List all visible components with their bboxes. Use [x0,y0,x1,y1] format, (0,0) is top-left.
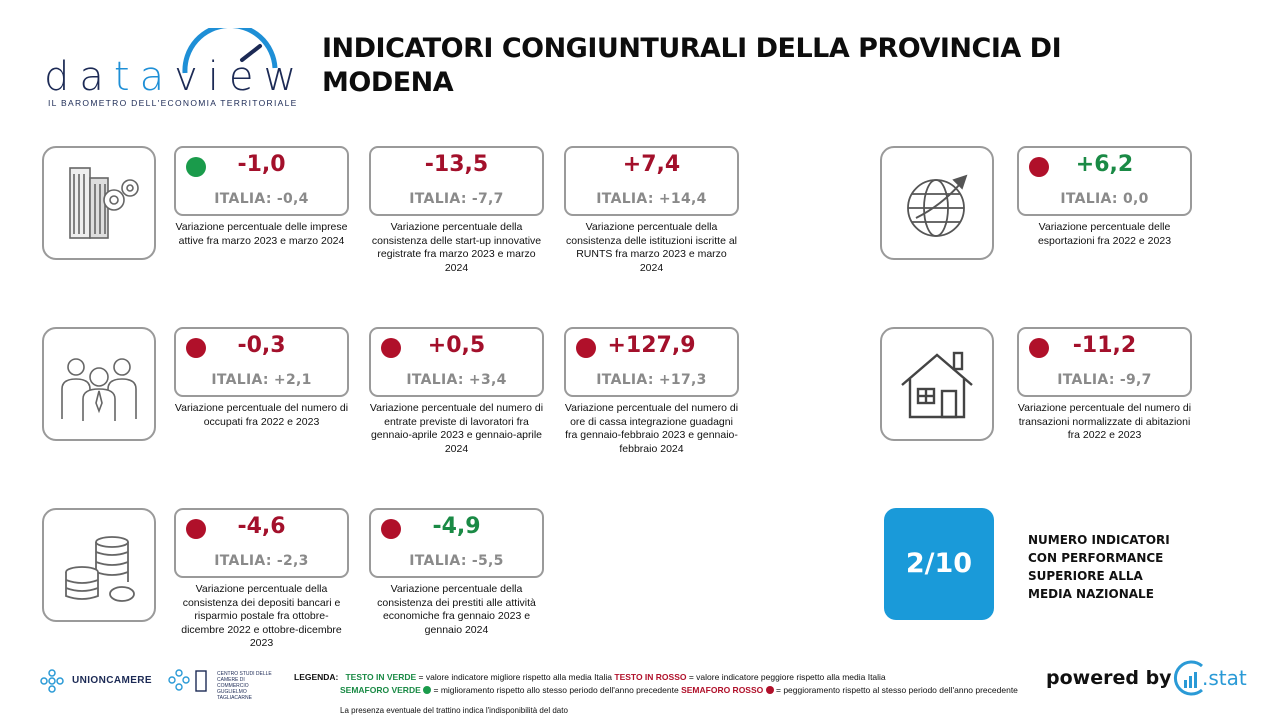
export-icon-box [880,146,994,260]
house-icon [894,341,980,427]
italia-value: ITALIA: -9,7 [1057,372,1152,388]
people-icon [56,341,142,427]
cstat-logo [1172,658,1252,698]
indicator-description: Variazione percentuale della consistenza dei prestiti alle attività economiche fra gennaio 2023 e gennaio 2024 [377,583,536,636]
indicator-card-cig [564,327,739,397]
indicator-description: Variazione percentuale del numero di transazioni normalizzate di abitazioni fra 2022 e 2023 [1017,402,1192,441]
centro-studi-logo-icon [168,667,212,695]
indicator-description: Variazione percentuale delle esportazioni fra 2022 e 2023 [1037,221,1172,247]
italia-value: ITALIA: +3,4 [406,372,507,388]
cstat-label: .stat [1202,666,1247,690]
italia-value: ITALIA: -7,7 [409,191,504,207]
globe-plane-icon [894,160,980,246]
italia-value: ITALIA: +17,3 [596,372,707,388]
indicator-card-abitazioni [1017,327,1192,397]
indicator-value: -1,0 [237,152,286,177]
logo-tagline: IL BAROMETRO DELL'ECONOMIA TERRITORIALE [48,98,298,108]
indicator-value: +6,2 [1075,152,1134,177]
indicator-value: +7,4 [622,152,681,177]
logo-wordmark: dataview [44,54,307,100]
legend-red-light: SEMAFORO ROSSO [681,685,764,695]
indicator-description: Variazione percentuale delle imprese attive fra marzo 2023 e marzo 2024 [175,221,348,247]
powered-by-label: powered by [1046,667,1172,689]
indicator-card-export [1017,146,1192,216]
unioncamere-label: UNIONCAMERE [72,675,152,686]
green-dot-icon [423,686,431,694]
centro-studi-label: CENTRO STUDI DELLE CAMERE DI COMMERCIO GUGLIELMO TAGLIACARNE [217,671,272,701]
credito-icon-box [42,508,156,622]
performance-counter-label: NUMERO INDICATORI CON PERFORMANCE SUPERIORE ALLA MEDIA NAZIONALE [1028,533,1170,601]
indicator-description: Variazione percentuale della consistenza delle start-up innovative registrate fra marzo 2023 e marzo 2024 [371,221,542,274]
legend-green-light-desc: = miglioramento rispetto allo stesso periodo dell'anno precedente [431,685,682,695]
indicator-card-imprese [174,146,349,216]
legend-red-text: TESTO IN ROSSO [614,672,687,682]
indicator-description: Variazione percentuale del numero di occupati fra 2022 e 2023 [174,402,349,428]
legend-red-light-desc: = peggioramento rispetto al stesso periodo dell'anno precedente [773,685,1018,695]
italia-value: ITALIA: -2,3 [214,553,309,569]
italia-value: ITALIA: -0,4 [214,191,309,207]
performance-counter: 2/10 [884,508,994,620]
legend-red-text-desc: = valore indicatore peggiore rispetto alla media Italia [686,672,886,682]
coins-icon [56,522,142,608]
italia-value: ITALIA: -5,5 [409,553,504,569]
indicator-description: Variazione percentuale del numero di entrate previste di lavoratori fra gennaio-aprile 2023 e gennaio-aprile 2024 [369,402,544,455]
italia-value: ITALIA: +14,4 [596,191,707,207]
indicator-card-prestiti [369,508,544,578]
occupati-icon-box [42,327,156,441]
page-title: INDICATORI CONGIUNTURALI DELLA PROVINCIA DI MODENA [322,33,1062,98]
indicator-card-depositi [174,508,349,578]
legend-green-light: SEMAFORO VERDE [340,685,421,695]
indicator-value: -0,3 [237,333,286,358]
indicator-value: -11,2 [1072,333,1137,358]
indicator-card-startup [369,146,544,216]
legend-green-text: TESTO IN VERDE [345,672,417,682]
legend-label: LEGENDA: [294,672,339,682]
unioncamere-logo-icon [38,667,66,695]
legend-note: La presenza eventuale del trattino indica l'indisponibilità del dato [340,706,568,715]
indicator-card-occupati [174,327,349,397]
indicator-description: Variazione percentuale della consistenza delle istituzioni iscritte al RUNTS fra marzo 2023 e marzo 2024 [566,221,737,274]
indicator-value: -4,6 [237,514,286,539]
indicator-value: +127,9 [607,333,696,358]
indicator-value: -4,9 [432,514,481,539]
indicator-card-entrate [369,327,544,397]
indicator-value: +0,5 [427,333,486,358]
imprese-icon-box [42,146,156,260]
indicator-description: Variazione percentuale della consistenza dei depositi bancari e risparmio postale fra ottobre-dicembre 2022 e ottobre-dicembre 2023 [181,583,342,649]
italia-value: ITALIA: 0,0 [1060,191,1149,207]
indicator-description: Variazione percentuale del numero di ore di cassa integrazione guadagni fra gennaio-febbraio 2023 e gennaio-febbraio 2024 [564,402,739,455]
indicator-card-runts [564,146,739,216]
italia-value: ITALIA: +2,1 [211,372,312,388]
legend [294,671,1018,715]
dataview-logo [40,28,307,110]
abitazioni-icon-box [880,327,994,441]
indicator-value: -13,5 [424,152,489,177]
buildings-gears-icon [56,160,142,246]
legend-green-text-desc: = valore indicatore migliore rispetto alla media Italia [416,672,615,682]
red-dot-icon [766,686,774,694]
